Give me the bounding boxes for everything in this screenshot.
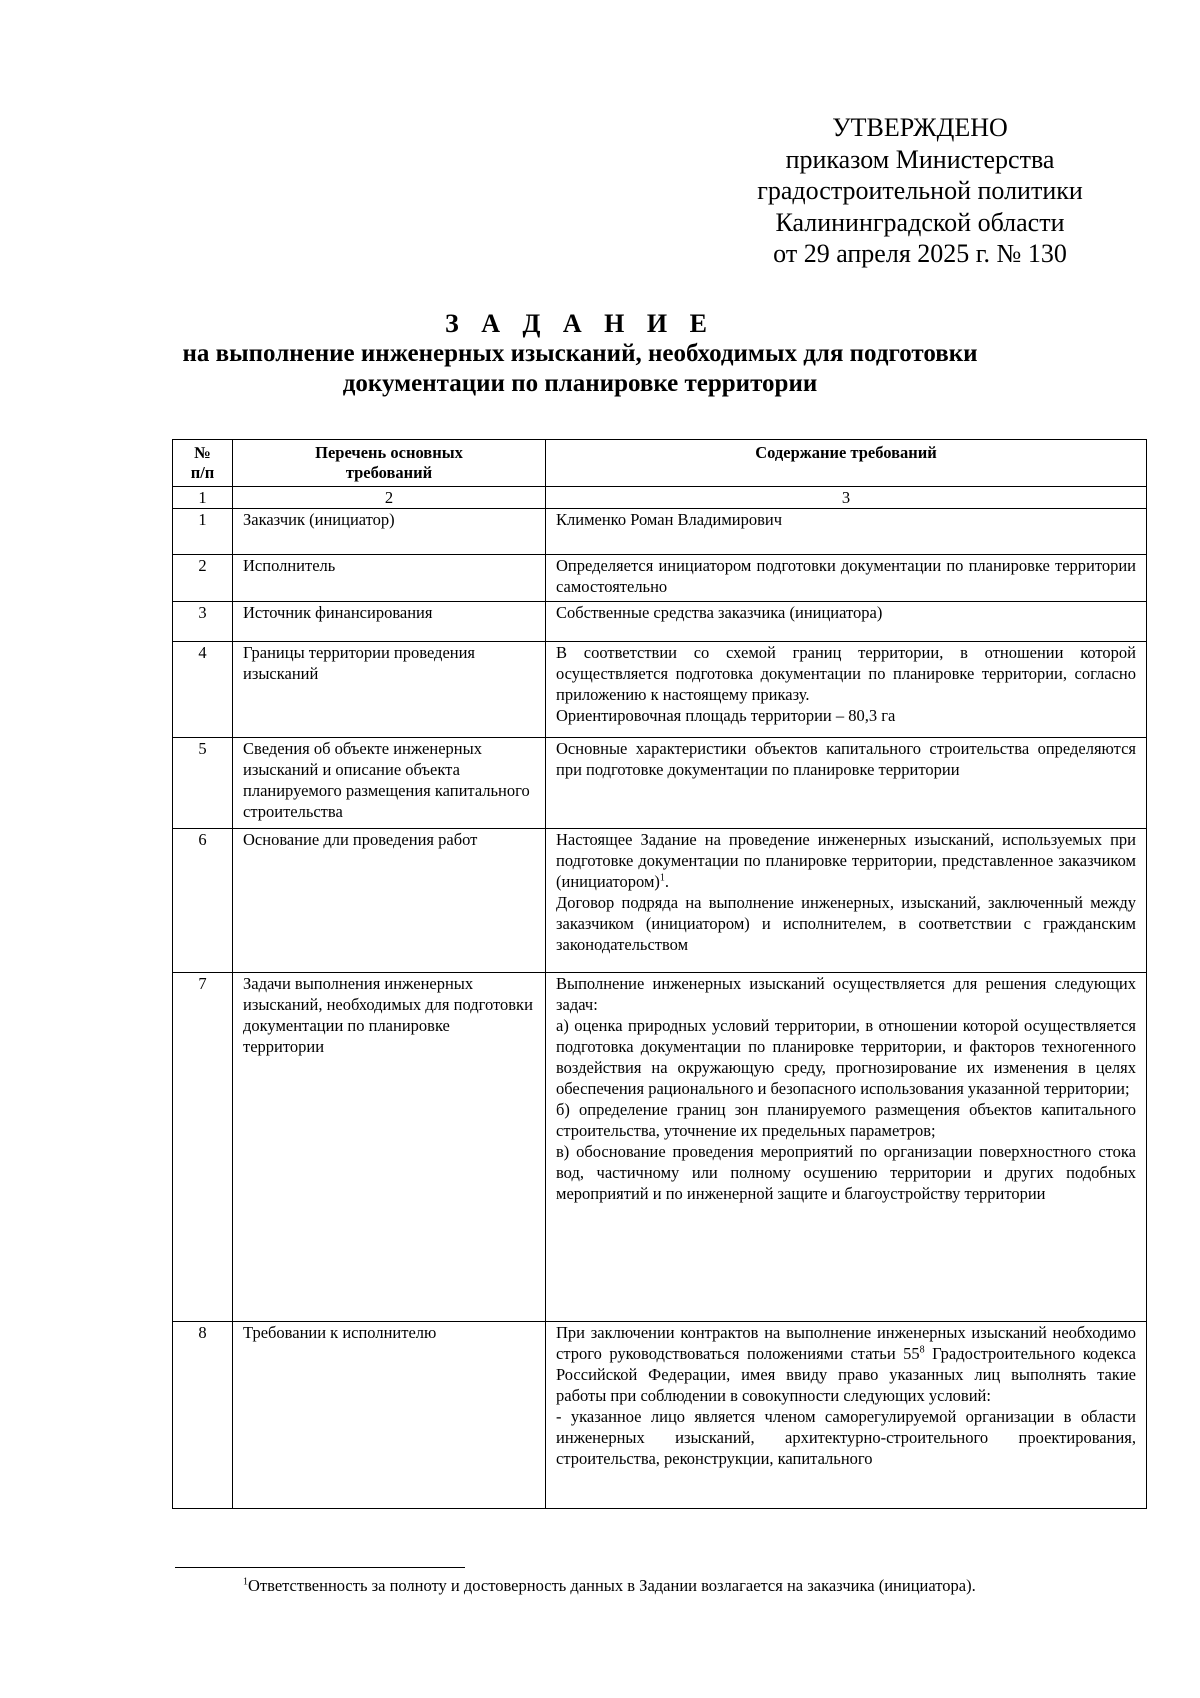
row-requirement-name: Границы территории проведения изысканий xyxy=(233,642,546,738)
footnote-text: Ответственность за полноту и достоверность данных в Задании возлагается на заказчика (инициатора). xyxy=(248,1576,976,1595)
content-paragraph: - указанное лицо является членом саморегулируемой организации в области инженерных изысканий, архитектурно-строительного проектирования, строительства, реконструкции, капитального xyxy=(556,1407,1136,1468)
approval-line-3: градостроительной политики xyxy=(757,176,1083,205)
row-requirement-content xyxy=(546,509,1147,555)
document-title xyxy=(150,309,1010,399)
content-paragraph: В соответствии со схемой границ территории, в отношении которой осуществляется подготовка документации по планировке территории, согласно приложению к настоящему приказу. xyxy=(556,643,1136,704)
content-paragraph: Собственные средства заказчика (инициатора) xyxy=(556,603,883,622)
row-requirement-content xyxy=(546,602,1147,642)
row-requirement-content xyxy=(546,829,1147,973)
approval-line-5: от 29 апреля 2025 г. № 130 xyxy=(773,239,1067,268)
content-paragraph: а) оценка природных условий территории, в отношении которой осуществляется подготовка документации по планировке территории, и факторов техногенного воздействия на окружающую среду, прогнозирование их изменения в целях обеспечения рационального и безопасного использования указанной территории; xyxy=(556,1016,1136,1098)
header-requirement-name-text: Перечень основных требований xyxy=(315,443,463,482)
header-number-line-1: № xyxy=(194,443,211,462)
approval-line-1: УТВЕРЖДЕНО xyxy=(832,113,1008,142)
content-paragraph: Договор подряда на выполнение инженерных, изысканий, заключенный между заказчиком (инициатором) и исполнителем, в соответствии с гражданским законодательством xyxy=(556,893,1136,954)
row-requirement-name: Основание дли проведения работ xyxy=(233,829,546,973)
row-requirement-name: Сведения об объекте инженерных изысканий и описание объекта планируемого размещения капитального строительства xyxy=(233,738,546,829)
table-row xyxy=(173,642,1147,738)
table-header-row xyxy=(173,440,1147,487)
title-main: З А Д А Н И Е xyxy=(445,309,715,338)
content-paragraph: Ориентировочная площадь территории – 80,3 га xyxy=(556,706,896,725)
title-subtitle-2: документации по планировке территории xyxy=(342,370,818,397)
content-paragraph: Определяется инициатором подготовки документации по планировке территории самостоятельно xyxy=(556,556,1136,596)
row-requirement-content xyxy=(546,555,1147,602)
row-requirement-content xyxy=(546,738,1147,829)
header-requirement-name xyxy=(233,440,546,487)
row-number: 6 xyxy=(173,829,233,973)
table-row xyxy=(173,555,1147,602)
row-requirement-name: Исполнитель xyxy=(233,555,546,602)
table-row xyxy=(173,738,1147,829)
requirements-table xyxy=(172,439,1147,1509)
content-paragraph xyxy=(556,1322,1136,1406)
approval-line-4: Калининградской области xyxy=(775,207,1065,237)
content-paragraph xyxy=(556,829,1136,892)
title-subtitle-1: на выполнение инженерных изысканий, необходимых для подготовки xyxy=(182,340,978,367)
table-row xyxy=(173,509,1147,555)
row-number: 8 xyxy=(173,1322,233,1509)
content-paragraph: Выполнение инженерных изысканий осуществляется для решения следующих задач: xyxy=(556,974,1136,1014)
content-paragraph: б) определение границ зон планируемого размещения объектов капитального строительства, уточнение их предельных параметров; xyxy=(556,1100,1136,1140)
table-row xyxy=(173,973,1147,1322)
index-cell: 3 xyxy=(546,487,1147,509)
row-number: 3 xyxy=(173,602,233,642)
approval-stamp xyxy=(730,112,1110,270)
row-number: 4 xyxy=(173,642,233,738)
footnote-separator xyxy=(175,1567,465,1568)
table-index-row xyxy=(173,487,1147,509)
header-number xyxy=(173,440,233,487)
row-requirement-name: Заказчик (инициатор) xyxy=(233,509,546,555)
row-requirement-name: Источник финансирования xyxy=(233,602,546,642)
content-paragraph: в) обоснование проведения мероприятий по организации поверхностного стока вод, частичному или полному осушению территории и других подобных мероприятий и по инженерной защите и благоустройству территории xyxy=(556,1142,1136,1203)
content-text: Градостроительного кодекса Российской Федерации, имея ввиду право указанных лиц выполнять такие работы при соблюдении в совокупности следующих условий: xyxy=(556,1344,1136,1405)
row-number: 7 xyxy=(173,973,233,1322)
superscript-mark: 8 xyxy=(919,1344,925,1356)
index-cell: 1 xyxy=(173,487,233,509)
table-row xyxy=(173,1322,1147,1509)
table-row xyxy=(173,829,1147,973)
row-requirement-name: Задачи выполнения инженерных изысканий, необходимых для подготовки документации по планировке территории xyxy=(233,973,546,1322)
row-requirement-content xyxy=(546,1322,1147,1509)
content-text: . xyxy=(664,872,670,891)
approval-line-2: приказом Министерства xyxy=(785,144,1055,174)
index-cell: 2 xyxy=(233,487,546,509)
row-number: 1 xyxy=(173,509,233,555)
footnote xyxy=(243,1576,1163,1596)
content-paragraph: Основные характеристики объектов капитального строительства определяются при подготовке документации по планировке территории xyxy=(556,739,1136,779)
row-requirement-content xyxy=(546,642,1147,738)
row-requirement-name: Требовании к исполнителю xyxy=(233,1322,546,1509)
header-requirement-content: Содержание требований xyxy=(546,440,1147,487)
table-row xyxy=(173,602,1147,642)
footnote-reference: 1 xyxy=(659,872,665,884)
content-text: Настоящее Задание на проведение инженерных изысканий, используемых при подготовке документации по планировке территории, представленное заказчиком (инициатором) xyxy=(556,830,1136,891)
row-requirement-content xyxy=(546,973,1147,1322)
content-text: При заключении контрактов на выполнение инженерных изысканий необходимо строго руководствоваться положениями статьи 55 xyxy=(556,1323,1136,1363)
row-number: 5 xyxy=(173,738,233,829)
footnote-mark: 1 xyxy=(243,1576,248,1588)
header-number-line-2: п/п xyxy=(190,463,215,482)
row-number: 2 xyxy=(173,555,233,602)
content-paragraph: Клименко Роман Владимирович xyxy=(556,510,783,529)
